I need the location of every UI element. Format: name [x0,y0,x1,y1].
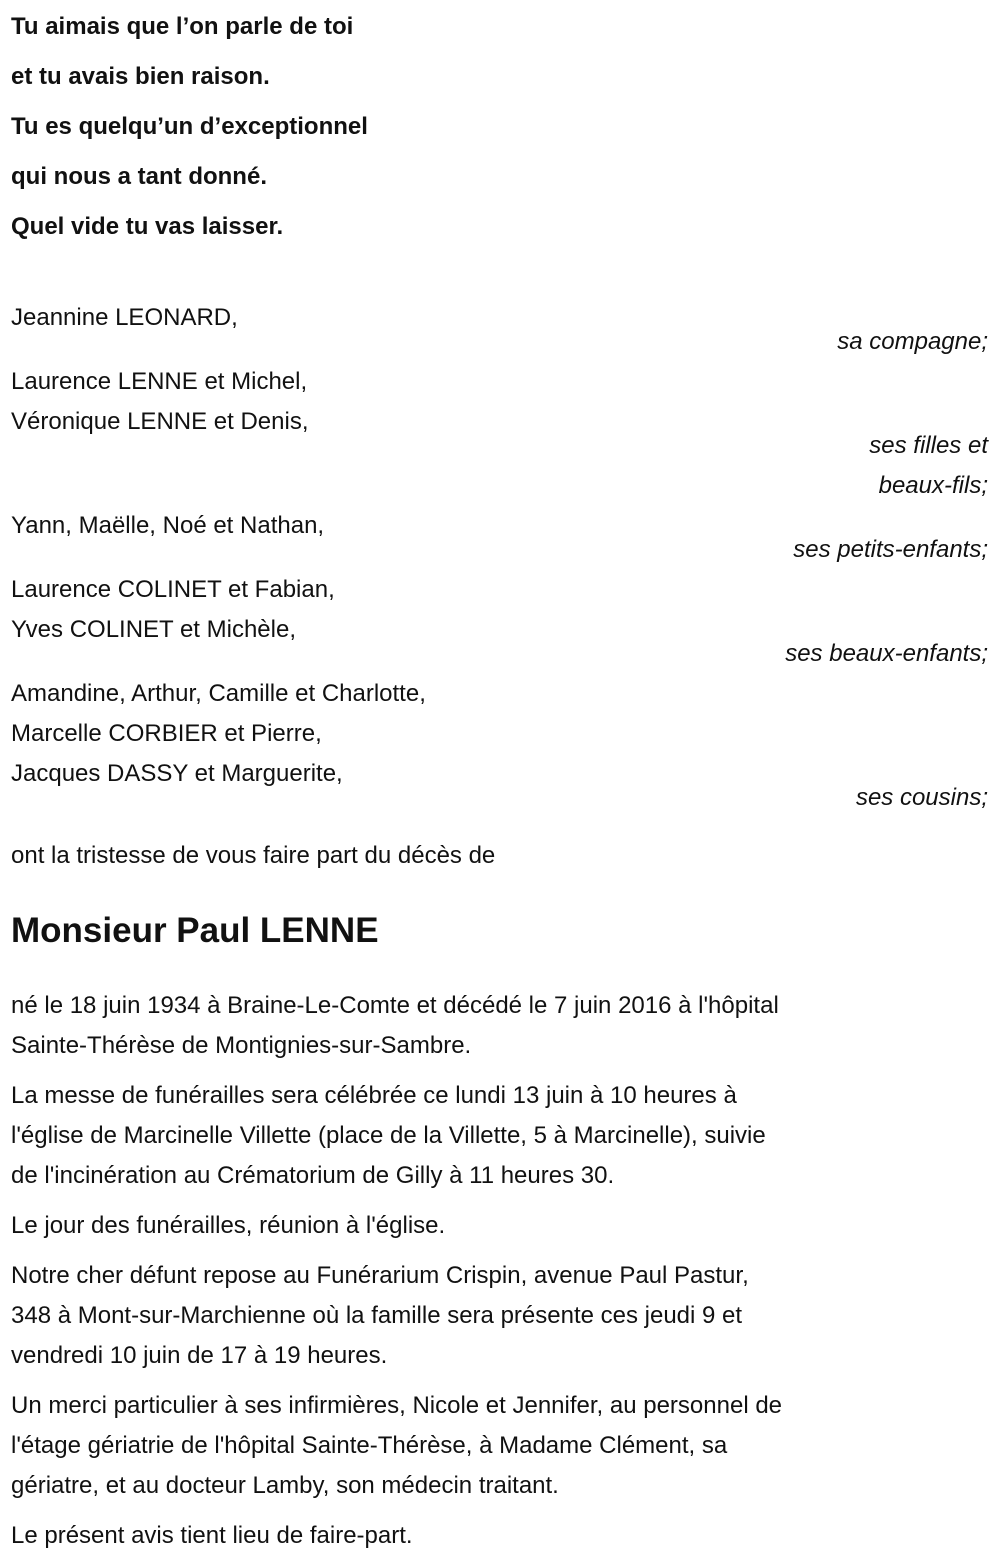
paragraph-line: 348 à Mont-sur-Marchienne où la famille sera présente ces jeudi 9 et [11,1302,743,1329]
relation-line: sa compagne; [837,328,988,355]
relation-line: ses cousins; [855,784,988,811]
deceased-name: Monsieur Paul LENNE [11,911,379,950]
paragraph-line: vendredi 10 juin de 17 à 19 heures. [11,1342,388,1369]
paragraph-line: Le jour des funérailles, réunion à l'église. [11,1212,446,1239]
detail-paragraph [11,1516,990,1556]
poem-line: Tu es quelqu’un d’exceptionnel [11,113,368,140]
paragraph-line: Le présent avis tient lieu de faire-part. [11,1522,413,1549]
details [11,986,990,1556]
family-member: Yann, Maëlle, Noé et Nathan, [11,512,325,539]
detail-paragraph [11,1206,990,1246]
family-member: Marcelle CORBIER et Pierre, [11,720,322,747]
relation-line: beaux-fils; [878,472,988,499]
paragraph-line: de l'incinération au Crématorium de Gilly à 11 heures 30. [11,1162,615,1189]
detail-paragraph [11,1256,990,1376]
detail-paragraph [11,1386,990,1506]
paragraph-line: l'étage gériatrie de l'hôpital Sainte-Thérèse, à Madame Clément, sa [11,1432,728,1459]
announcement-intro: ont la tristesse de vous faire part du décès de [11,842,496,869]
paragraph-line: Un merci particulier à ses infirmières, Nicole et Jennifer, au personnel de [11,1392,783,1419]
family-group [11,570,990,674]
family-group [11,298,990,362]
family-member: Jeannine LEONARD, [11,304,238,331]
paragraph-line: l'église de Marcinelle Villette (place de la Villette, 5 à Marcinelle), suivie [11,1122,766,1149]
family-group [11,506,990,570]
family-list [11,298,990,818]
family-member: Véronique LENNE et Denis, [11,408,309,435]
family-group [11,362,990,506]
paragraph-line: gériatre, et au docteur Lamby, son médecin traitant. [11,1472,559,1499]
relation-line: ses filles et [869,432,988,459]
family-member: Laurence LENNE et Michel, [11,368,308,395]
poem-line: et tu avais bien raison. [11,63,270,90]
family-member: Amandine, Arthur, Camille et Charlotte, [11,680,426,707]
paragraph-line: Notre cher défunt repose au Funérarium Crispin, avenue Paul Pastur, [11,1262,749,1289]
poem-line: qui nous a tant donné. [11,163,267,190]
family-member: Jacques DASSY et Marguerite, [11,760,343,787]
paragraph-line: Sainte-Thérèse de Montignies-sur-Sambre. [11,1032,472,1059]
detail-paragraph [11,1076,990,1196]
family-member: Yves COLINET et Michèle, [11,616,296,643]
family-group [11,674,990,818]
relation-line: ses beaux-enfants; [785,640,988,667]
family-member: Laurence COLINET et Fabian, [11,576,335,603]
paragraph-line: né le 18 juin 1934 à Braine-Le-Comte et décédé le 7 juin 2016 à l'hôpital [11,992,779,1019]
detail-paragraph [11,986,990,1066]
paragraph-line: La messe de funérailles sera célébrée ce lundi 13 juin à 10 heures à [11,1082,737,1109]
poem-line: Quel vide tu vas laisser. [11,213,284,240]
poem [11,8,990,258]
relation-line: ses petits-enfants; [793,536,988,563]
poem-line: Tu aimais que l’on parle de toi [11,13,354,40]
